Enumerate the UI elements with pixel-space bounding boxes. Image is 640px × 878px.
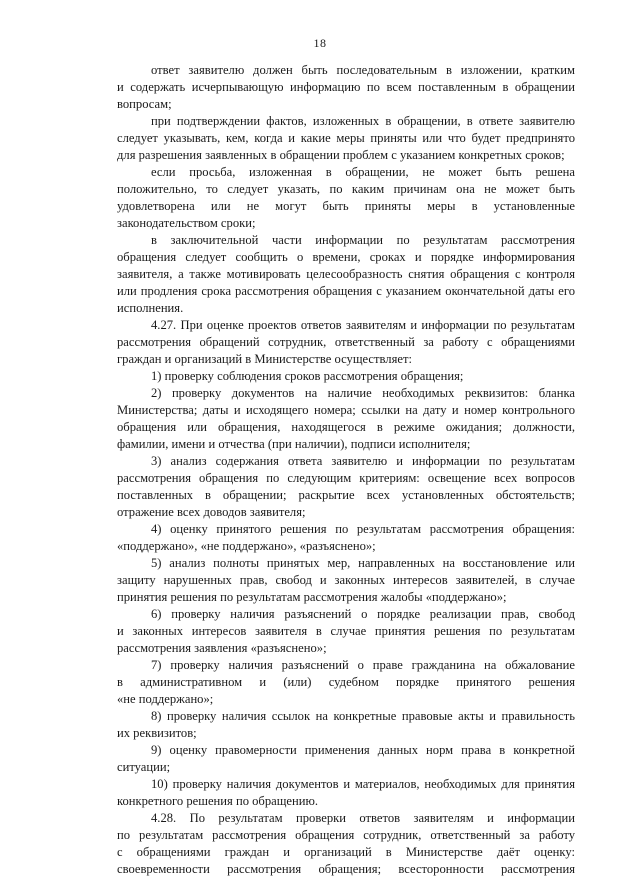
text-line: 10) проверку наличия документов и материалов, необходимых для принятия xyxy=(151,777,575,791)
text-line: при подтверждении фактов, изложенных в обращении, в ответе заявителю xyxy=(151,114,575,128)
text-line: обращения или обращения, находящегося в режиме ожидания; должности, xyxy=(117,420,575,434)
paragraph xyxy=(117,776,575,810)
text-line: заявителя, а также мотивировать целесообразность снятия обращения с контроля xyxy=(117,267,575,281)
paragraph xyxy=(117,453,575,521)
text-line: 4.28. По результатам проверки ответов заявителям и информации xyxy=(151,811,575,825)
paragraph xyxy=(117,232,575,317)
text-line: и содержать исчерпывающую информацию по всем поставленным в обращении xyxy=(117,80,575,94)
text-line: 9) оценку правомерности применения данных норм права в конкретной xyxy=(151,743,575,757)
text-line: фамилии, имени и отчества (при наличии), подписи исполнителя; xyxy=(117,437,471,451)
text-line: в административном и (или) судебном порядке принятого решения xyxy=(117,675,575,689)
paragraph xyxy=(117,810,575,878)
paragraph xyxy=(117,657,575,708)
text-line: поставленных в обращении; раскрытие всех установленных обстоятельств; xyxy=(117,488,575,502)
text-line: отражение всех доводов заявителя; xyxy=(117,505,306,519)
text-line: рассмотрения заявления «разъяснено»; xyxy=(117,641,327,655)
text-line: и законных интересов заявителя в случае принятия решения по результатам xyxy=(117,624,575,638)
text-line: по результатам рассмотрения обращения сотрудник, ответственный за работу xyxy=(117,828,575,842)
page-number: 18 xyxy=(313,36,327,50)
paragraph xyxy=(117,164,575,232)
text-line: положительно, то следует указать, по каким причинам она не может быть xyxy=(117,182,575,196)
text-line: рассмотрения обращений сотрудник, ответственный за работу с обращениями xyxy=(117,335,575,349)
text-line: защиту нарушенных прав, свобод и законных интересов заявителей, в случае xyxy=(117,573,575,587)
text-line: в заключительной части информации по результатам рассмотрения xyxy=(151,233,575,247)
text-line: 4.27. При оценке проектов ответов заявителям и информации по результатам xyxy=(151,318,575,332)
text-line: законодательством сроки; xyxy=(117,216,256,230)
text-line: «поддержано», «не поддержано», «разъяснено»; xyxy=(117,539,376,553)
text-line: 3) анализ содержания ответа заявителю и информации по результатам xyxy=(151,454,575,468)
document-body xyxy=(117,62,575,878)
text-line: 5) анализ полноты принятых мер, направленных на восстановление или xyxy=(151,556,575,570)
text-line: конкретного решения по обращению. xyxy=(117,794,319,808)
text-line: 4) оценку принятого решения по результатам рассмотрения обращения: xyxy=(151,522,575,536)
text-line: 1) проверку соблюдения сроков рассмотрения обращения; xyxy=(151,369,464,383)
text-line: ответ заявителю должен быть последовательным в изложении, кратким xyxy=(151,63,575,77)
text-line: 6) проверку наличия разъяснений о порядке реализации прав, свобод xyxy=(151,607,575,621)
text-line: для разрешения заявленных в обращении проблем с указанием конкретных сроков; xyxy=(117,148,565,162)
text-line: обращения следует сообщить о времени, сроках и порядке информирования xyxy=(117,250,575,264)
text-line: с обращениями граждан и организаций в Министерстве даёт оценку: xyxy=(117,845,575,859)
paragraph xyxy=(117,317,575,368)
text-line: принятия решения по результатам рассмотрения жалобы «поддержано»; xyxy=(117,590,507,604)
text-line: 8) проверку наличия ссылок на конкретные правовые акты и правильность xyxy=(151,709,575,723)
paragraph xyxy=(117,555,575,606)
paragraph xyxy=(117,385,575,453)
text-line: вопросам; xyxy=(117,97,172,111)
text-line: ситуации; xyxy=(117,760,171,774)
paragraph xyxy=(117,62,575,113)
text-line: если просьба, изложенная в обращении, не может быть решена xyxy=(151,165,575,179)
text-line: исполнения. xyxy=(117,301,184,315)
text-line: Министерства; даты и исходящего номера; ссылки на дату и номер контрольного xyxy=(117,403,575,417)
text-line: «не поддержано»; xyxy=(117,692,214,706)
paragraph xyxy=(117,742,575,776)
text-line: или продления срока рассмотрения обращения с указанием окончательной даты его xyxy=(117,284,575,298)
text-line: 7) проверку наличия разъяснений о праве гражданина на обжалование xyxy=(151,658,575,672)
text-line: рассмотрения обращения по следующим критериям: освещение всех вопросов xyxy=(117,471,575,485)
paragraph xyxy=(117,113,575,164)
text-line: 2) проверку документов на наличие необходимых реквизитов: бланка xyxy=(151,386,575,400)
paragraph xyxy=(117,521,575,555)
text-line: граждан и организаций в Министерстве осуществляет: xyxy=(117,352,412,366)
paragraph xyxy=(117,606,575,657)
text-line: своевременности рассмотрения обращения; всесторонности рассмотрения xyxy=(117,862,575,876)
text-line: следует указывать, кем, когда и какие меры приняты или что будет предпринято xyxy=(117,131,575,145)
text-line: их реквизитов; xyxy=(117,726,197,740)
text-line: удовлетворена или не могут быть приняты меры в установленные xyxy=(117,199,575,213)
paragraph xyxy=(117,708,575,742)
paragraph xyxy=(117,368,575,385)
